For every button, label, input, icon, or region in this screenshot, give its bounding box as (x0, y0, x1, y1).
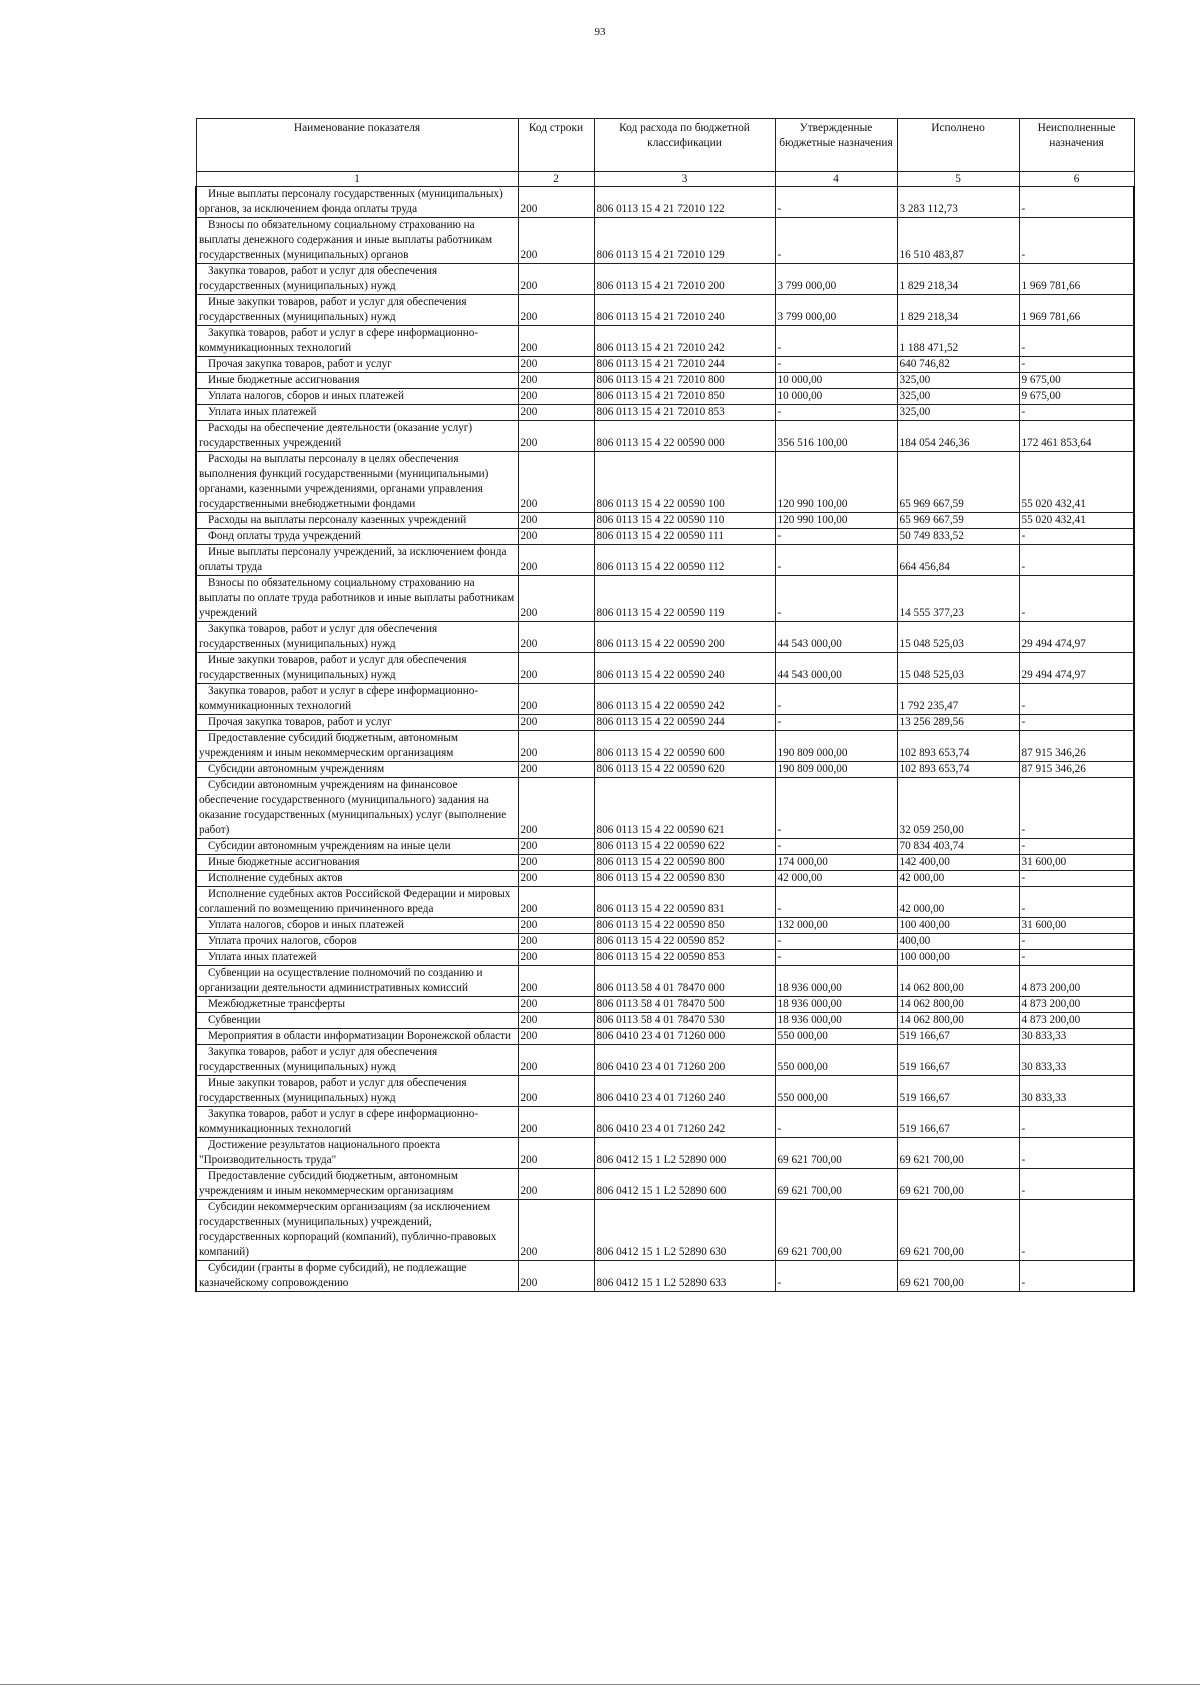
table-row (196, 934, 1134, 950)
row-unexecuted: - (1019, 218, 1134, 264)
row-line-code: 200 (518, 357, 594, 373)
row-unexecuted: - (1019, 950, 1134, 966)
row-executed: 102 893 653,74 (897, 762, 1019, 778)
row-approved: - (775, 545, 897, 576)
row-unexecuted: - (1019, 887, 1134, 918)
row-executed: 42 000,00 (897, 887, 1019, 918)
row-executed: 100 000,00 (897, 950, 1019, 966)
row-line-code: 200 (518, 405, 594, 421)
column-number: 1 (196, 172, 518, 187)
table-row (196, 1200, 1134, 1261)
row-executed: 14 062 800,00 (897, 1013, 1019, 1029)
row-unexecuted: - (1019, 1107, 1134, 1138)
row-executed: 1 792 235,47 (897, 684, 1019, 715)
row-name: Субсидии автономным учреждениям на финансовое обеспечение государственного (муниципального) задания на оказание государственных (муниципальных) услуг (выполнение работ) (196, 778, 518, 839)
row-executed: 519 166,67 (897, 1107, 1019, 1138)
row-name: Закупка товаров, работ и услуг для обеспечения государственных (муниципальных) нужд (196, 622, 518, 653)
row-approved: 44 543 000,00 (775, 653, 897, 684)
row-executed: 1 829 218,34 (897, 295, 1019, 326)
row-executed: 102 893 653,74 (897, 731, 1019, 762)
row-line-code: 200 (518, 887, 594, 918)
row-approved: 356 516 100,00 (775, 421, 897, 452)
row-unexecuted: - (1019, 715, 1134, 731)
row-name: Предоставление субсидий бюджетным, автономным учреждениям и иным некоммерческим организациям (196, 731, 518, 762)
table-row (196, 715, 1134, 731)
row-name: Расходы на выплаты персоналу казенных учреждений (196, 513, 518, 529)
row-unexecuted: - (1019, 187, 1134, 218)
row-approved: 18 936 000,00 (775, 966, 897, 997)
row-executed: 70 834 403,74 (897, 839, 1019, 855)
row-budget-code: 806 0113 15 4 22 00590 831 (594, 887, 775, 918)
row-name: Иные выплаты персоналу государственных (муниципальных) органов, за исключением фонда оплаты труда (196, 187, 518, 218)
row-name: Иные бюджетные ассигнования (196, 373, 518, 389)
table-row (196, 1045, 1134, 1076)
row-unexecuted: 87 915 346,26 (1019, 731, 1134, 762)
row-budget-code: 806 0412 15 1 L2 52890 630 (594, 1200, 775, 1261)
row-budget-code: 806 0113 15 4 21 72010 129 (594, 218, 775, 264)
table-row (196, 421, 1134, 452)
table-row (196, 839, 1134, 855)
row-line-code: 200 (518, 622, 594, 653)
row-executed: 65 969 667,59 (897, 452, 1019, 513)
column-number: 4 (775, 172, 897, 187)
row-unexecuted: 30 833,33 (1019, 1029, 1134, 1045)
table-row (196, 778, 1134, 839)
row-name: Закупка товаров, работ и услуг для обеспечения государственных (муниципальных) нужд (196, 264, 518, 295)
table-row (196, 576, 1134, 622)
row-approved: 69 621 700,00 (775, 1200, 897, 1261)
row-approved: - (775, 326, 897, 357)
table-row (196, 1013, 1134, 1029)
row-budget-code: 806 0113 15 4 22 00590 850 (594, 918, 775, 934)
row-name: Прочая закупка товаров, работ и услуг (196, 357, 518, 373)
row-budget-code: 806 0113 15 4 21 72010 800 (594, 373, 775, 389)
row-unexecuted: - (1019, 871, 1134, 887)
table-row (196, 529, 1134, 545)
row-budget-code: 806 0113 15 4 21 72010 850 (594, 389, 775, 405)
row-approved: - (775, 934, 897, 950)
row-name: Исполнение судебных актов (196, 871, 518, 887)
row-budget-code: 806 0113 15 4 21 72010 242 (594, 326, 775, 357)
row-budget-code: 806 0113 15 4 22 00590 112 (594, 545, 775, 576)
row-name: Иные бюджетные ассигнования (196, 855, 518, 871)
row-approved: - (775, 357, 897, 373)
row-name: Субвенции (196, 1013, 518, 1029)
row-name: Закупка товаров, работ и услуг в сфере информационно-коммуникационных технологий (196, 326, 518, 357)
row-approved: 550 000,00 (775, 1076, 897, 1107)
table-body (196, 187, 1134, 1292)
row-name: Субсидии автономным учреждениям (196, 762, 518, 778)
row-approved: 18 936 000,00 (775, 1013, 897, 1029)
table-row (196, 357, 1134, 373)
table-row (196, 887, 1134, 918)
row-approved: - (775, 887, 897, 918)
row-unexecuted: 172 461 853,64 (1019, 421, 1134, 452)
row-name: Закупка товаров, работ и услуг в сфере информационно-коммуникационных технологий (196, 1107, 518, 1138)
row-name: Исполнение судебных актов Российской Федерации и мировых соглашений по возмещению причиненного вреда (196, 887, 518, 918)
page-bottom-rule (0, 1684, 1200, 1685)
row-approved: 10 000,00 (775, 389, 897, 405)
budget-execution-table (195, 118, 1135, 1292)
row-approved: 44 543 000,00 (775, 622, 897, 653)
row-name: Взносы по обязательному социальному страхованию на выплаты по оплате труда работников и иные выплаты работникам учреждений (196, 576, 518, 622)
row-budget-code: 806 0113 58 4 01 78470 530 (594, 1013, 775, 1029)
row-name: Закупка товаров, работ и услуг в сфере информационно-коммуникационных технологий (196, 684, 518, 715)
row-budget-code: 806 0113 15 4 22 00590 000 (594, 421, 775, 452)
row-executed: 519 166,67 (897, 1076, 1019, 1107)
row-budget-code: 806 0113 15 4 21 72010 200 (594, 264, 775, 295)
row-name: Уплата налогов, сборов и иных платежей (196, 918, 518, 934)
row-budget-code: 806 0113 15 4 22 00590 622 (594, 839, 775, 855)
row-line-code: 200 (518, 218, 594, 264)
row-budget-code: 806 0113 15 4 21 72010 853 (594, 405, 775, 421)
row-budget-code: 806 0113 15 4 22 00590 100 (594, 452, 775, 513)
row-line-code: 200 (518, 1076, 594, 1107)
row-executed: 184 054 246,36 (897, 421, 1019, 452)
row-name: Субсидии автономным учреждениям на иные цели (196, 839, 518, 855)
row-unexecuted: 30 833,33 (1019, 1076, 1134, 1107)
row-unexecuted: 55 020 432,41 (1019, 513, 1134, 529)
row-unexecuted: 4 873 200,00 (1019, 997, 1134, 1013)
row-budget-code: 806 0113 15 4 21 72010 122 (594, 187, 775, 218)
row-executed: 664 456,84 (897, 545, 1019, 576)
row-line-code: 200 (518, 373, 594, 389)
row-unexecuted: 31 600,00 (1019, 918, 1134, 934)
row-executed: 3 283 112,73 (897, 187, 1019, 218)
row-approved: 18 936 000,00 (775, 997, 897, 1013)
row-line-code: 200 (518, 731, 594, 762)
row-approved: - (775, 839, 897, 855)
row-line-code: 200 (518, 950, 594, 966)
row-executed: 1 829 218,34 (897, 264, 1019, 295)
row-executed: 325,00 (897, 389, 1019, 405)
table-row (196, 513, 1134, 529)
row-executed: 100 400,00 (897, 918, 1019, 934)
table-row (196, 545, 1134, 576)
row-unexecuted: 1 969 781,66 (1019, 295, 1134, 326)
table-row (196, 1169, 1134, 1200)
column-number: 2 (518, 172, 594, 187)
table-row (196, 187, 1134, 218)
row-approved: 132 000,00 (775, 918, 897, 934)
row-unexecuted: 4 873 200,00 (1019, 966, 1134, 997)
header-approved: Утвержденные бюджетные назначения (775, 119, 897, 172)
row-line-code: 200 (518, 1169, 594, 1200)
row-line-code: 200 (518, 653, 594, 684)
row-budget-code: 806 0113 15 4 22 00590 242 (594, 684, 775, 715)
row-unexecuted: 9 675,00 (1019, 389, 1134, 405)
row-approved: 120 990 100,00 (775, 452, 897, 513)
row-name: Субвенции на осуществление полномочий по созданию и организации деятельности административных комиссий (196, 966, 518, 997)
row-budget-code: 806 0113 58 4 01 78470 000 (594, 966, 775, 997)
row-budget-code: 806 0410 23 4 01 71260 000 (594, 1029, 775, 1045)
row-unexecuted: 4 873 200,00 (1019, 1013, 1134, 1029)
row-executed: 1 188 471,52 (897, 326, 1019, 357)
row-approved: 550 000,00 (775, 1029, 897, 1045)
row-approved: 120 990 100,00 (775, 513, 897, 529)
row-unexecuted: 9 675,00 (1019, 373, 1134, 389)
row-approved: - (775, 950, 897, 966)
row-line-code: 200 (518, 918, 594, 934)
row-name: Достижение результатов национального проекта "Производительность труда" (196, 1138, 518, 1169)
row-budget-code: 806 0113 15 4 22 00590 244 (594, 715, 775, 731)
row-executed: 15 048 525,03 (897, 653, 1019, 684)
row-line-code: 200 (518, 762, 594, 778)
row-unexecuted: - (1019, 545, 1134, 576)
table-row (196, 326, 1134, 357)
row-unexecuted: 87 915 346,26 (1019, 762, 1134, 778)
row-name: Взносы по обязательному социальному страхованию на выплаты денежного содержания и иные выплаты работникам государственных (муниципальных) органов (196, 218, 518, 264)
row-name: Иные закупки товаров, работ и услуг для обеспечения государственных (муниципальных) нужд (196, 653, 518, 684)
row-approved: 190 809 000,00 (775, 762, 897, 778)
row-executed: 15 048 525,03 (897, 622, 1019, 653)
header-budget-code: Код расхода по бюджетной классификации (594, 119, 775, 172)
row-executed: 519 166,67 (897, 1029, 1019, 1045)
row-line-code: 200 (518, 1138, 594, 1169)
row-unexecuted: - (1019, 326, 1134, 357)
column-number: 5 (897, 172, 1019, 187)
row-line-code: 200 (518, 1261, 594, 1292)
row-budget-code: 806 0113 15 4 22 00590 620 (594, 762, 775, 778)
row-budget-code: 806 0113 15 4 22 00590 110 (594, 513, 775, 529)
row-line-code: 200 (518, 1029, 594, 1045)
row-approved: 3 799 000,00 (775, 295, 897, 326)
row-name: Прочая закупка товаров, работ и услуг (196, 715, 518, 731)
row-executed: 16 510 483,87 (897, 218, 1019, 264)
row-line-code: 200 (518, 839, 594, 855)
table-row (196, 762, 1134, 778)
row-line-code: 200 (518, 264, 594, 295)
row-approved: - (775, 684, 897, 715)
row-executed: 325,00 (897, 405, 1019, 421)
row-unexecuted: 31 600,00 (1019, 855, 1134, 871)
row-executed: 13 256 289,56 (897, 715, 1019, 731)
row-name: Субсидии некоммерческим организациям (за исключением государственных (муниципальных) учреждений, государственных корпораций (компаний), публично-правовых компаний) (196, 1200, 518, 1261)
row-name: Предоставление субсидий бюджетным, автономным учреждениям и иным некоммерческим организациям (196, 1169, 518, 1200)
row-unexecuted: - (1019, 1261, 1134, 1292)
row-name: Уплата иных платежей (196, 405, 518, 421)
row-executed: 65 969 667,59 (897, 513, 1019, 529)
table-row (196, 218, 1134, 264)
row-line-code: 200 (518, 855, 594, 871)
row-line-code: 200 (518, 545, 594, 576)
row-line-code: 200 (518, 187, 594, 218)
table-row (196, 1029, 1134, 1045)
header-line-code: Код строки (518, 119, 594, 172)
row-executed: 50 749 833,52 (897, 529, 1019, 545)
row-unexecuted: 29 494 474,97 (1019, 653, 1134, 684)
row-line-code: 200 (518, 452, 594, 513)
row-line-code: 200 (518, 778, 594, 839)
row-line-code: 200 (518, 934, 594, 950)
row-line-code: 200 (518, 1045, 594, 1076)
column-number-row (196, 172, 1134, 187)
table-row (196, 997, 1134, 1013)
row-budget-code: 806 0113 15 4 22 00590 852 (594, 934, 775, 950)
row-name: Субсидии (гранты в форме субсидий), не подлежащие казначейскому сопровождению (196, 1261, 518, 1292)
row-executed: 14 555 377,23 (897, 576, 1019, 622)
row-name: Уплата налогов, сборов и иных платежей (196, 389, 518, 405)
row-approved: - (775, 187, 897, 218)
row-budget-code: 806 0412 15 1 L2 52890 000 (594, 1138, 775, 1169)
row-approved: - (775, 715, 897, 731)
table-row (196, 950, 1134, 966)
row-line-code: 200 (518, 529, 594, 545)
table-row (196, 684, 1134, 715)
row-name: Мероприятия в области информатизации Воронежской области (196, 1029, 518, 1045)
row-budget-code: 806 0410 23 4 01 71260 240 (594, 1076, 775, 1107)
row-executed: 142 400,00 (897, 855, 1019, 871)
row-approved: 190 809 000,00 (775, 731, 897, 762)
row-line-code: 200 (518, 1107, 594, 1138)
table-row (196, 1076, 1134, 1107)
row-approved: 550 000,00 (775, 1045, 897, 1076)
row-approved: 10 000,00 (775, 373, 897, 389)
row-line-code: 200 (518, 421, 594, 452)
row-budget-code: 806 0113 15 4 22 00590 240 (594, 653, 775, 684)
row-approved: - (775, 1107, 897, 1138)
table-row (196, 871, 1134, 887)
row-executed: 14 062 800,00 (897, 966, 1019, 997)
row-executed: 519 166,67 (897, 1045, 1019, 1076)
table-row (196, 653, 1134, 684)
row-budget-code: 806 0113 15 4 21 72010 240 (594, 295, 775, 326)
row-unexecuted: - (1019, 684, 1134, 715)
row-approved: - (775, 576, 897, 622)
row-line-code: 200 (518, 513, 594, 529)
table-row (196, 1261, 1134, 1292)
header-unexecuted: Неисполненные назначения (1019, 119, 1134, 172)
row-name: Иные закупки товаров, работ и услуг для обеспечения государственных (муниципальных) нужд (196, 1076, 518, 1107)
row-budget-code: 806 0113 15 4 21 72010 244 (594, 357, 775, 373)
row-approved: 69 621 700,00 (775, 1138, 897, 1169)
row-executed: 640 746,82 (897, 357, 1019, 373)
row-budget-code: 806 0113 15 4 22 00590 200 (594, 622, 775, 653)
row-executed: 42 000,00 (897, 871, 1019, 887)
row-line-code: 200 (518, 576, 594, 622)
row-budget-code: 806 0113 15 4 22 00590 119 (594, 576, 775, 622)
row-name: Иные выплаты персоналу учреждений, за исключением фонда оплаты труда (196, 545, 518, 576)
row-line-code: 200 (518, 715, 594, 731)
table-row (196, 373, 1134, 389)
row-unexecuted: 30 833,33 (1019, 1045, 1134, 1076)
row-approved: - (775, 218, 897, 264)
header-executed: Исполнено (897, 119, 1019, 172)
row-budget-code: 806 0113 15 4 22 00590 111 (594, 529, 775, 545)
table-row (196, 731, 1134, 762)
page-number: 93 (594, 26, 606, 38)
row-unexecuted: 29 494 474,97 (1019, 622, 1134, 653)
row-line-code: 200 (518, 295, 594, 326)
row-name: Межбюджетные трансферты (196, 997, 518, 1013)
row-approved: 174 000,00 (775, 855, 897, 871)
table-row (196, 1138, 1134, 1169)
table-row (196, 1107, 1134, 1138)
row-unexecuted: - (1019, 934, 1134, 950)
row-line-code: 200 (518, 1200, 594, 1261)
row-budget-code: 806 0113 58 4 01 78470 500 (594, 997, 775, 1013)
row-budget-code: 806 0412 15 1 L2 52890 633 (594, 1261, 775, 1292)
row-unexecuted: 55 020 432,41 (1019, 452, 1134, 513)
row-executed: 400,00 (897, 934, 1019, 950)
table-row (196, 855, 1134, 871)
column-number: 6 (1019, 172, 1134, 187)
row-approved: - (775, 1261, 897, 1292)
row-executed: 69 621 700,00 (897, 1138, 1019, 1169)
row-approved: 3 799 000,00 (775, 264, 897, 295)
row-unexecuted: - (1019, 405, 1134, 421)
row-name: Расходы на выплаты персоналу в целях обеспечения выполнения функций государственными (муниципальными) органами, казенными учреждениями, органами управления государственными внебюджетными фондами (196, 452, 518, 513)
row-approved: 69 621 700,00 (775, 1169, 897, 1200)
table-row (196, 295, 1134, 326)
row-name: Уплата иных платежей (196, 950, 518, 966)
row-executed: 69 621 700,00 (897, 1261, 1019, 1292)
row-unexecuted: - (1019, 576, 1134, 622)
row-unexecuted: - (1019, 1169, 1134, 1200)
row-executed: 325,00 (897, 373, 1019, 389)
row-budget-code: 806 0113 15 4 22 00590 800 (594, 855, 775, 871)
row-budget-code: 806 0410 23 4 01 71260 242 (594, 1107, 775, 1138)
row-budget-code: 806 0412 15 1 L2 52890 600 (594, 1169, 775, 1200)
row-budget-code: 806 0113 15 4 22 00590 830 (594, 871, 775, 887)
row-executed: 32 059 250,00 (897, 778, 1019, 839)
row-unexecuted: - (1019, 529, 1134, 545)
table-row (196, 389, 1134, 405)
row-line-code: 200 (518, 1013, 594, 1029)
row-executed: 69 621 700,00 (897, 1169, 1019, 1200)
row-executed: 14 062 800,00 (897, 997, 1019, 1013)
row-unexecuted: - (1019, 1138, 1134, 1169)
row-name: Иные закупки товаров, работ и услуг для обеспечения государственных (муниципальных) нужд (196, 295, 518, 326)
row-executed: 69 621 700,00 (897, 1200, 1019, 1261)
row-approved: - (775, 405, 897, 421)
row-line-code: 200 (518, 326, 594, 357)
row-name: Уплата прочих налогов, сборов (196, 934, 518, 950)
table-row (196, 918, 1134, 934)
row-unexecuted: - (1019, 1200, 1134, 1261)
row-unexecuted: 1 969 781,66 (1019, 264, 1134, 295)
table-row (196, 966, 1134, 997)
row-approved: - (775, 778, 897, 839)
row-line-code: 200 (518, 871, 594, 887)
table-header-row (196, 119, 1134, 172)
row-unexecuted: - (1019, 357, 1134, 373)
row-approved: 42 000,00 (775, 871, 897, 887)
row-budget-code: 806 0410 23 4 01 71260 200 (594, 1045, 775, 1076)
row-unexecuted: - (1019, 839, 1134, 855)
row-approved: - (775, 529, 897, 545)
row-name: Фонд оплаты труда учреждений (196, 529, 518, 545)
row-budget-code: 806 0113 15 4 22 00590 853 (594, 950, 775, 966)
table-row (196, 405, 1134, 421)
header-name: Наименование показателя (196, 119, 518, 172)
row-name: Закупка товаров, работ и услуг для обеспечения государственных (муниципальных) нужд (196, 1045, 518, 1076)
row-line-code: 200 (518, 966, 594, 997)
row-line-code: 200 (518, 389, 594, 405)
row-budget-code: 806 0113 15 4 22 00590 621 (594, 778, 775, 839)
column-number: 3 (594, 172, 775, 187)
row-budget-code: 806 0113 15 4 22 00590 600 (594, 731, 775, 762)
row-line-code: 200 (518, 997, 594, 1013)
table-row (196, 452, 1134, 513)
row-line-code: 200 (518, 684, 594, 715)
table-row (196, 622, 1134, 653)
table-row (196, 264, 1134, 295)
row-name: Расходы на обеспечение деятельности (оказание услуг) государственных учреждений (196, 421, 518, 452)
row-unexecuted: - (1019, 778, 1134, 839)
